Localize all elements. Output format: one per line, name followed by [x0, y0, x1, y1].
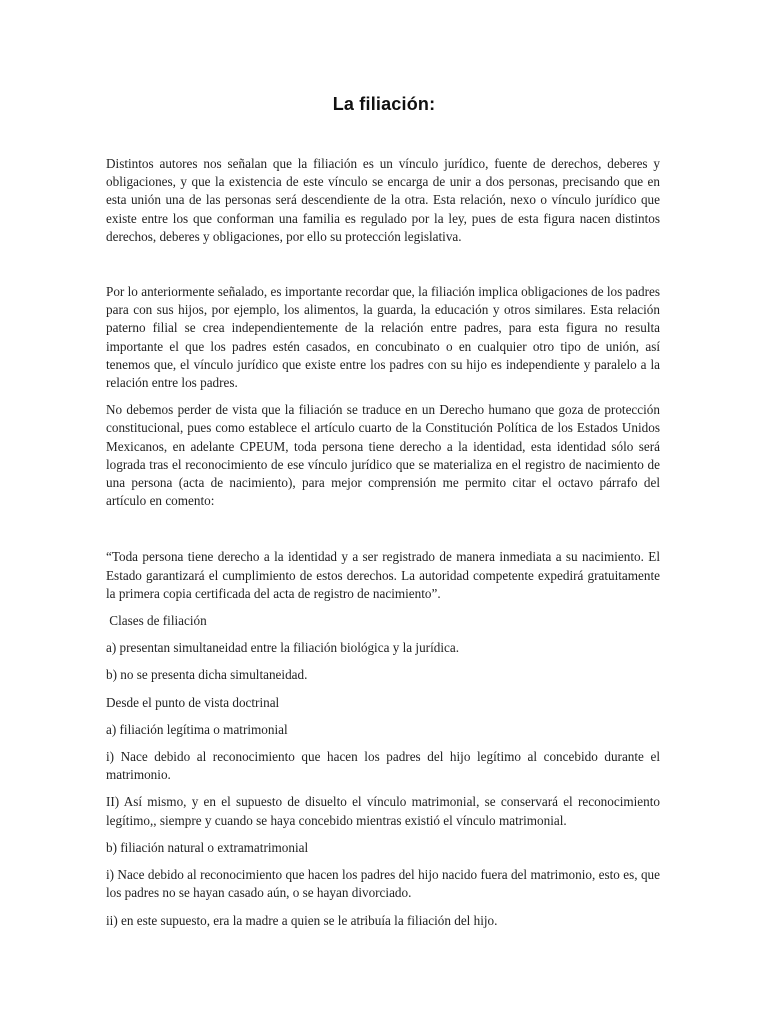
- list-item-b-no-simultaneity: b) no se presenta dicha simultaneidad.: [106, 667, 308, 683]
- heading-clases-de-filiacion: Clases de filiación: [106, 613, 207, 629]
- list-item-b-natural: b) filiación natural o extramatrimonial: [106, 839, 309, 855]
- list-item-i-outside-marriage: i) Nace debido al reconocimiento que hacen los padres del hijo nacido fuera del matrimonio, esto es, que los padres no se hayan casado aún, o se hayan divorciado.: [106, 867, 660, 901]
- list-item-a-simultaneity: a) presentan simultaneidad entre la filiación biológica y la jurídica.: [106, 640, 459, 656]
- paragraph-obligations: Por lo anteriormente señalado, es importante recordar que, la filiación implica obligaciones de los padres para con sus hijos, por ejemplo, los alimentos, la guarda, la educación y otros similares. Esta relación paterno filial se crea independientemente de la relación entre padres, para esta figura no resulta importante el que los padres estén casados, en concubinato o en cualquier otro tipo de unión, así tenemos que, el vínculo jurídico que existe entre los padres con su hijo es independiente y paralelo a la relación entre los padres.: [106, 284, 660, 391]
- paragraph-constitutional-quote: “Toda persona tiene derecho a la identidad y a ser registrado de manera inmediata a su nacimiento. El Estado garantizará el cumplimiento de estos derechos. La autoridad competente expedirá gratuitamente la primera copia certificada del acta de registro de nacimiento”.: [106, 549, 660, 601]
- list-item-a-legitimate: a) filiación legítima o matrimonial: [106, 721, 288, 737]
- document-body: [106, 155, 660, 930]
- heading-doctrinal-view: Desde el punto de vista doctrinal: [106, 694, 280, 710]
- list-item-ii-mother-attribution: ii) en este supuesto, era la madre a quien se le atribuía la filiación del hijo.: [106, 912, 498, 928]
- paragraph-intro: Distintos autores nos señalan que la filiación es un vínculo jurídico, fuente de derechos, deberes y obligaciones, y que la existencia de este vínculo se encarga de unir a dos personas, precisando que en esta unión una de las personas será descendiente de la otra. Esta relación, nexo o vínculo jurídico que existe entre los que conforman una familia es regulado por la ley, pues de esta figura nacen distintos derechos, deberes y obligaciones, por ello su protección legislativa.: [106, 156, 660, 244]
- list-item-i-legitimate-birth: i) Nace debido al reconocimiento que hacen los padres del hijo legítimo al concebido durante el matrimonio.: [106, 749, 660, 783]
- paragraph-human-right: No debemos perder de vista que la filiación se traduce en un Derecho humano que goza de protección constitucional, pues como establece el artículo cuarto de la Constitución Política de los Estados Unidos Mexicanos, en adelante CPEUM, toda persona tiene derecho a la identidad, esta identidad sólo será lograda tras el reconocimiento de ese vínculo jurídico que se materializa en el registro de nacimiento de una persona (acta de nacimiento), para mejor comprensión me permito citar el octavo párrafo del artículo en comento:: [106, 402, 660, 509]
- list-item-ii-dissolved-marriage: II) Así mismo, y en el supuesto de disuelto el vínculo matrimonial, se conservará el reconocimiento legítimo,, siempre y cuando se haya concebido mientras existió el vínculo matrimonial.: [106, 794, 660, 828]
- document-title: La filiación:: [332, 94, 436, 114]
